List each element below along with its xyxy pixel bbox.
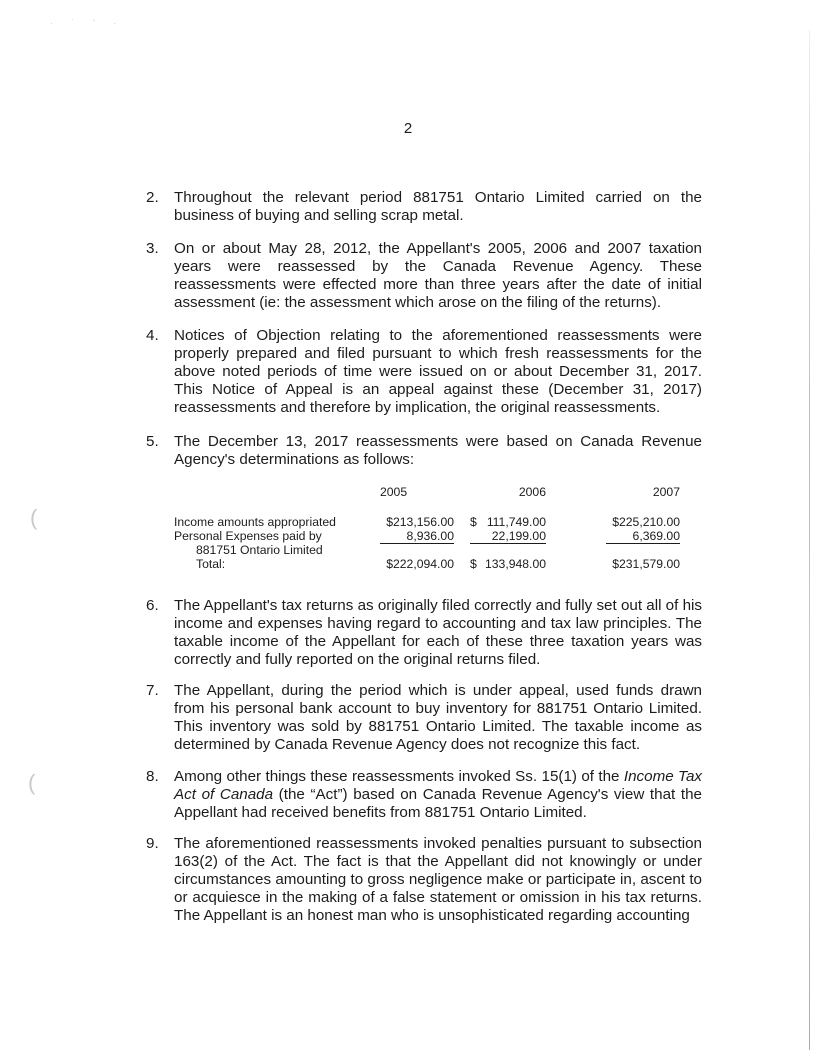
- cell-2007: $231,579.00: [612, 557, 680, 571]
- cell-2006: $ 133,948.00: [470, 557, 546, 571]
- paragraph-number: 9.: [146, 835, 159, 852]
- column-header-2005: 2005: [380, 485, 408, 499]
- cell-2007: $225,210.00: [612, 515, 680, 529]
- paragraph-9: [146, 835, 702, 925]
- paragraph-2: [146, 189, 702, 225]
- scan-edge-line: [809, 30, 810, 1050]
- cell-2006: $ 111,749.00: [470, 515, 546, 529]
- paragraph-text: Among other things these reassessments invoked Ss. 15(1) of the Income Tax Act of Canada (the “Act”) based on Canada Revenue Agency's view that the Appellant had received benefits from 881751 Ontario Limited.: [174, 768, 703, 821]
- column-header-2007: 2007: [652, 485, 680, 499]
- paragraph-text: The Appellant's tax returns as originally filed correctly and fully set out all of his income and expenses having regard to accounting and tax law principles. The taxable income of the Appellant for each of these three taxation years was correctly and fully reported on the original returns filed.: [174, 597, 702, 668]
- cell-2005: 8,936.00: [380, 529, 454, 544]
- row-label: Income amounts appropriated: [174, 515, 336, 529]
- paragraph-text: The Appellant, during the period which is under appeal, used funds drawn from his personal bank account to buy inventory for 881751 Ontario Limited. This inventory was sold by 881751 Ontario Limited. The taxable income as determined by Canada Revenue Agency does not recognize this fact.: [174, 682, 702, 753]
- row-label: 881751 Ontario Limited: [196, 543, 323, 557]
- cell-2007: 6,369.00: [606, 529, 680, 544]
- table-header-row: [174, 485, 704, 499]
- paragraph-number: 8.: [146, 768, 159, 785]
- table-row: [174, 515, 704, 529]
- paragraph-4: [146, 327, 702, 417]
- paragraph-text: The December 13, 2017 reassessments were based on Canada Revenue Agency's determinations as follows:: [174, 433, 702, 468]
- paragraph-text: Notices of Objection relating to the aforementioned reassessments were properly prepared and filed pursuant to which fresh reassessments for the above noted periods of time were issued on or about December 31, 2017. This Notice of Appeal is an appeal against these (December 31, 2017) reassessments and therefore by implication, the original reassessments.: [174, 327, 702, 416]
- paragraph-6: [146, 597, 702, 669]
- column-header-2006: 2006: [518, 485, 546, 499]
- paragraph-number: 5.: [146, 433, 159, 450]
- reassessment-table: [174, 485, 704, 571]
- act-title-italic: Income Tax Act of Canada: [174, 768, 702, 803]
- dollar-sign: $: [470, 557, 477, 571]
- paragraph-8: [146, 768, 702, 822]
- paragraph-number: 4.: [146, 327, 159, 344]
- page-number: 2: [403, 120, 413, 137]
- cell-2005: $213,156.00: [386, 515, 454, 529]
- dollar-sign: $: [470, 515, 477, 529]
- paragraph-number: 2.: [146, 189, 159, 206]
- table-row-total: [174, 557, 704, 571]
- row-label: Total:: [196, 557, 226, 571]
- cell-2006: 22,199.00: [470, 529, 546, 544]
- cell-2005: $222,094.00: [386, 557, 454, 571]
- punch-hole-mark: (: [30, 505, 38, 530]
- paragraph-5: [146, 433, 702, 469]
- paragraph-text: Throughout the relevant period 881751 Ontario Limited carried on the business of buying and selling scrap metal.: [174, 189, 702, 224]
- paragraph-3: [146, 240, 702, 312]
- paragraph-number: 3.: [146, 240, 159, 257]
- table-row: [174, 529, 704, 543]
- table-row: [174, 543, 704, 557]
- paragraph-number: 7.: [146, 682, 159, 699]
- punch-hole-mark: (: [28, 770, 36, 795]
- scan-specks: · ˙ ' ·: [50, 18, 125, 28]
- paragraph-text: On or about May 28, 2012, the Appellant's 2005, 2006 and 2007 taxation years were reassessed by the Canada Revenue Agency. These reassessments were effected more than three years after the date of initial assessment (ie: the assessment which arose on the filing of the returns).: [174, 240, 702, 311]
- paragraph-7: [146, 682, 702, 754]
- paragraph-number: 6.: [146, 597, 159, 614]
- paragraph-text: The aforementioned reassessments invoked penalties pursuant to subsection 163(2) of the Act. The fact is that the Appellant did not knowingly or under circumstances amounting to gross negligence make or participate in, ascent to or acquiesce in the making of a false statement or omission in his tax returns. The Appellant is an honest man who is unsophisticated regarding accounting: [174, 835, 702, 924]
- row-label: Personal Expenses paid by: [174, 529, 322, 543]
